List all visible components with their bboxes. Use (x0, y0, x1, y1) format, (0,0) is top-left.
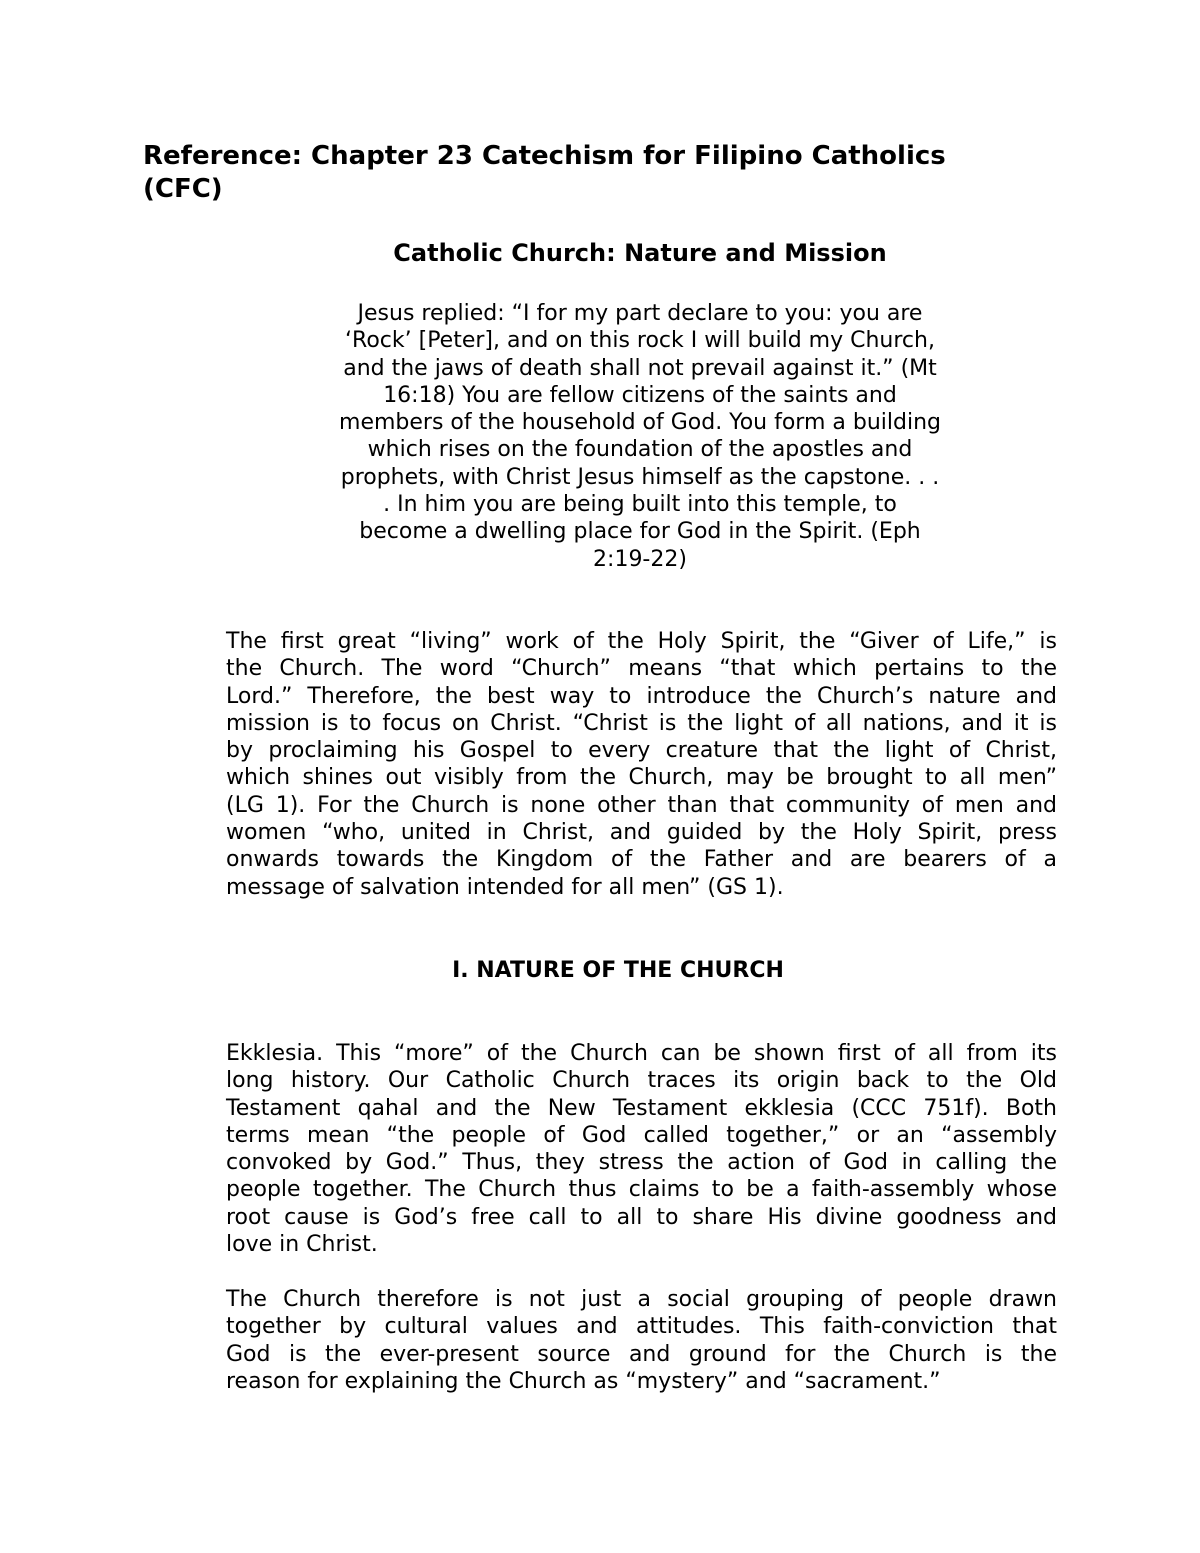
reference-heading (143, 140, 1043, 206)
paragraph-line: Lord.” Therefore, the best way to introduce the Church’s nature and (226, 683, 1057, 709)
reference-line: (CFC) (143, 174, 223, 204)
paragraph-line: people together. The Church thus claims to be a faith-assembly whose (226, 1177, 1057, 1203)
paragraph-line: which shines out visibly from the Church, may be brought to all men” (226, 765, 1057, 791)
paragraph-line: Testament qahal and the New Testament ekklesia (CCC 751f). Both (226, 1095, 1057, 1121)
paragraph-line: the Church. The word “Church” means “that which pertains to the (226, 656, 1057, 682)
paragraph-line: convoked by God.” Thus, they stress the action of God in calling the (226, 1150, 1057, 1176)
paragraph-line: terms mean “the people of God called together,” or an “assembly (226, 1122, 1057, 1148)
paragraph-line: mission is to focus on Christ. “Christ is the light of all nations, and it is (226, 710, 1057, 736)
quote-line: which rises on the foundation of the apostles and (367, 437, 913, 463)
paragraph-line: God is the ever-present source and ground for the Church is the (226, 1341, 1057, 1367)
paragraph-line: together by cultural values and attitudes. This faith-conviction that (226, 1314, 1057, 1340)
paragraph-line: women “who, united in Christ, and guided by the Holy Spirit, press (226, 820, 1057, 846)
quote-line: and the jaws of death shall not prevail against it.” (Mt (343, 355, 937, 381)
paragraph-line: love in Christ. (226, 1232, 378, 1258)
reference-line: Reference: Chapter 23 Catechism for Filipino Catholics (143, 141, 946, 171)
quote-line: ‘Rock’ [Peter], and on this rock I will build my Church, (345, 328, 935, 354)
quote-line: . In him you are being built into this temple, to (383, 492, 897, 518)
page-title: Catholic Church: Nature and Mission (393, 239, 887, 267)
paragraph-line: Ekklesia. This “more” of the Church can be shown first of all from its (226, 1041, 1057, 1066)
paragraph-line: The Church therefore is not just a social grouping of people drawn (226, 1287, 1057, 1312)
scripture-quote (300, 300, 980, 573)
quote-line: prophets, with Christ Jesus himself as the capstone. . . (340, 464, 940, 490)
quote-line: Jesus replied: “I for my part declare to you: you are (357, 301, 923, 326)
quote-line: become a dwelling place for God in the Spirit. (Eph (359, 519, 921, 545)
paragraph-line: long history. Our Catholic Church traces its origin back to the Old (226, 1068, 1057, 1094)
quote-line: 2:19-22) (593, 546, 687, 572)
paragraph-line: (LG 1). For the Church is none other than that community of men and (226, 792, 1057, 818)
section-heading: I. NATURE OF THE CHURCH (452, 958, 784, 983)
mystery-paragraph (226, 1286, 1057, 1395)
paragraph-line: by proclaiming his Gospel to every creature that the light of Christ, (226, 738, 1057, 764)
paragraph-line: reason for explaining the Church as “mystery” and “sacrament.” (226, 1368, 941, 1394)
quote-line: 16:18) You are fellow citizens of the saints and (383, 382, 897, 408)
paragraph-line: onwards towards the Kingdom of the Father and are bearers of a (226, 847, 1057, 873)
paragraph-line: message of salvation intended for all men” (GS 1). (226, 874, 784, 900)
ekklesia-paragraph (226, 1040, 1057, 1258)
paragraph-line: The first great “living” work of the Holy Spirit, the “Giver of Life,” is (226, 629, 1057, 654)
intro-paragraph (226, 628, 1057, 901)
paragraph-line: root cause is God’s free call to all to share His divine goodness and (226, 1204, 1057, 1230)
quote-line: members of the household of God. You form a building (339, 410, 941, 436)
